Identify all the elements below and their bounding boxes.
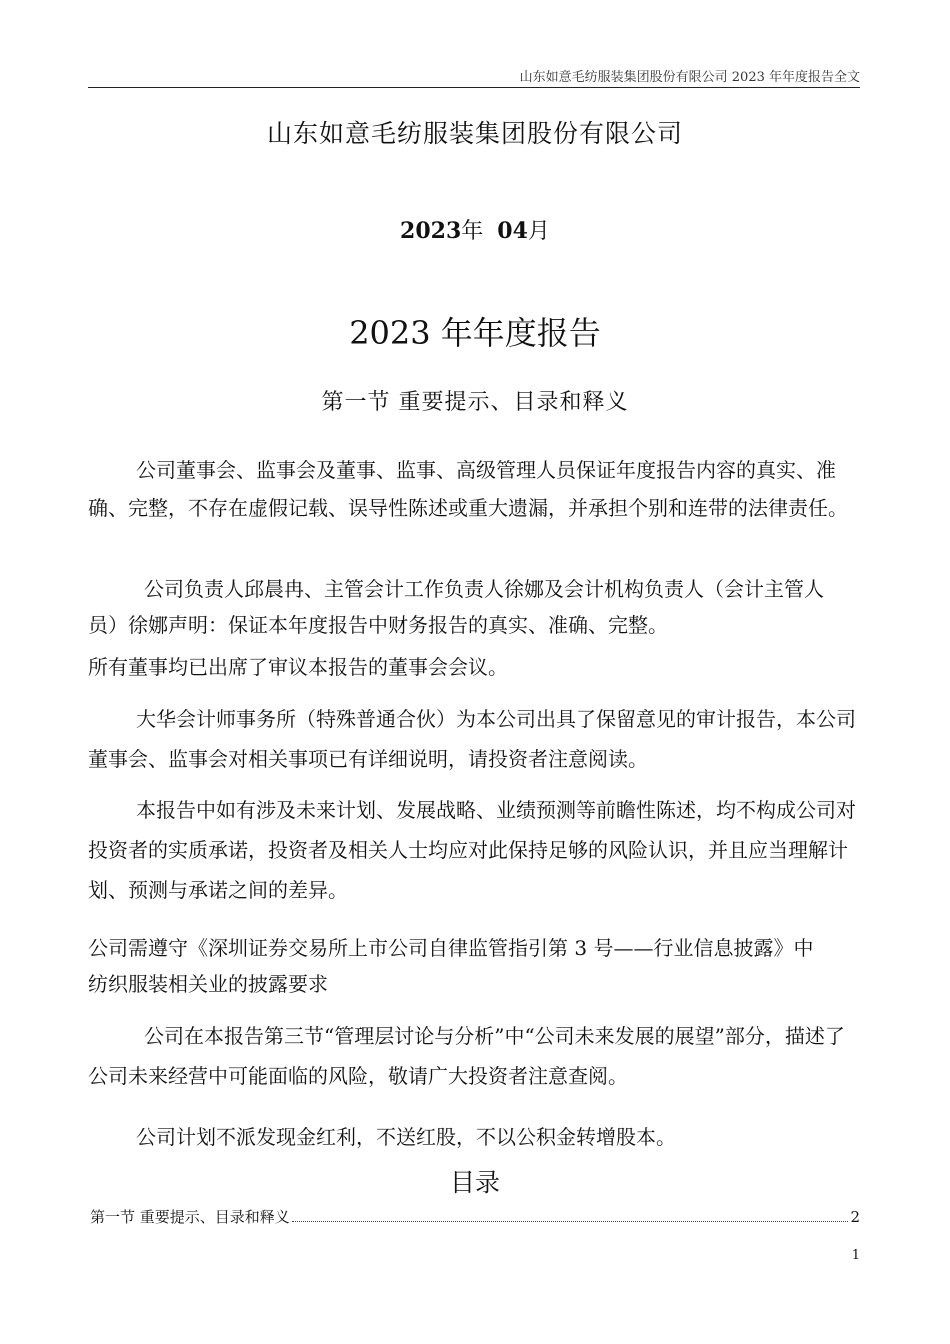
section-title: 第一节 重要提示、目录和释义 — [321, 390, 629, 415]
date-month-unit: 月 — [527, 219, 550, 244]
paragraph-board-guarantee: 公司董事会、监事会及董事、监事、高级管理人员保证年度报告内容的真实、准确、完整，不存在虚假记载、误导性陈述或重大遗漏，并承担个别和连带的法律责任。 — [88, 458, 848, 520]
header-divider — [88, 87, 860, 88]
paragraph-forward-looking: 本报告中如有涉及未来计划、发展战略、业绩预测等前瞻性陈述，均不构成公司对投资者的实质承诺，投资者及相关人士均应对此保持足够的风险认识，并且应当理解计划、预测与承诺之间的差异。 — [88, 798, 856, 902]
date-year: 2023 — [400, 218, 462, 244]
date-month: 04 — [497, 218, 528, 244]
toc-leader-dots — [292, 1221, 849, 1222]
paragraph-dividend-plan: 公司计划不派发现金红利，不送红股，不以公积金转增股本。 — [136, 1125, 676, 1149]
toc-entry-label: 第一节 重要提示、目录和释义 — [90, 1208, 290, 1226]
running-header: 山东如意毛纺服装集团股份有限公司 2023 年年度报告全文 — [519, 70, 860, 85]
report-title: 2023 年年度报告 — [349, 314, 601, 352]
paragraph-audit-opinion: 大华会计师事务所（特殊普通合伙）为本公司出具了保留意见的审计报告，本公司董事会、监事会对相关事项已有详细说明，请投资者注意阅读。 — [88, 707, 856, 771]
page-number: 1 — [851, 1248, 860, 1263]
toc-title: 目录 — [449, 1168, 500, 1197]
date-year-unit: 年 — [461, 219, 484, 244]
company-name: 山东如意毛纺服装集团股份有限公司 — [266, 119, 683, 148]
toc-entry[interactable] — [90, 1206, 860, 1227]
toc-entry-page: 2 — [850, 1208, 860, 1226]
paragraph-disclosure-requirement: 公司需遵守《深圳证券交易所上市公司自律监管指引第 3 号——行业信息披露》中纺织服装相关业的披露要求 — [88, 936, 814, 996]
paragraph-directors-attendance: 所有董事均已出席了审议本报告的董事会会议。 — [88, 655, 508, 679]
paragraph-risk-outlook: 公司在本报告第三节“管理层讨论与分析”中“公司未来发展的展望”部分，描述了公司未来经营中可能面临的风险，敬请广大投资者注意查阅。 — [88, 1024, 845, 1088]
report-date — [0, 214, 950, 245]
paragraph-responsible-persons: 公司负责人邱晨冉、主管会计工作负责人徐娜及会计机构负责人（会计主管人员）徐娜声明：保证本年度报告中财务报告的真实、准确、完整。 — [88, 577, 824, 637]
